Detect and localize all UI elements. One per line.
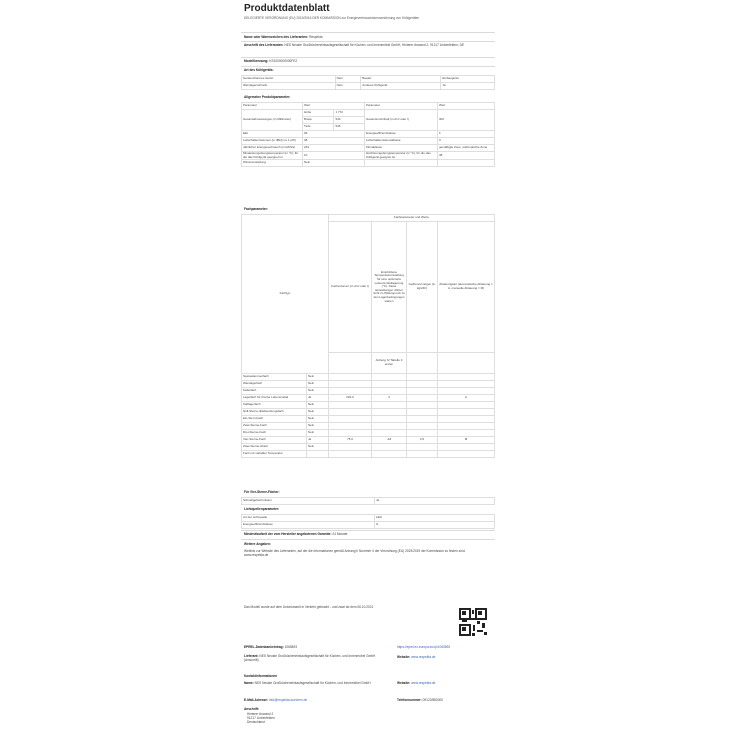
guarantee-row: Mindestlaufzeit der vom Hersteller angebotenen Garantie: 24 Monate [244,532,348,536]
table-row: Speisekammerfach Nein [242,374,495,381]
table-row: Zwei-Sterne-Fach Nein [242,423,495,430]
intro-text: DELEGIERTE VERORDNUNG (EU) 2019/2016 DER KOMMISSION zur Energieverbrauchskennzeichnung von Kühlgeräten [244,16,420,20]
contact-name: Name: NES Neuste Großkücheneinkaufsgesellschaft für Küchen- und Innenmöbel GmbH [244,681,371,685]
params-header: Allgemeine Produktparameter: [244,95,291,99]
table-row: Kellerfach Nein [242,388,495,395]
vier-table: Schnellgefrierfunktion Ja [241,497,495,505]
eprel-link[interactable]: https://eprel.ec.europa.eu/qr/1065893 [397,645,451,649]
light-table: Art der Lichtquelle LED Energieeffizienzklasse G [241,514,495,529]
card-supplier: Lieferant: NES Neuste Großkücheneinkaufsgesellschaft für Küchen- und Innenmöbel GmbH (Anschrift) [244,654,376,662]
table-row: Zwei-Sterne-Abteil Nein [242,444,495,451]
table-row: Null-Sterne-/Eisbereitungsfach Nein [242,409,495,416]
address-line: Hinterer Anwand 2 [247,712,274,716]
eprel-entry: EPREL-Datenbankeintrag: 1065893 [244,645,297,649]
fach-header: Fachparameter: [244,207,268,211]
type-table: Geräuscharmes Gerät: Nein Bauart: Einbaugerät Weinlagerschrank: Nein Anderes Kühlgerät: Ja [241,75,495,90]
card-website: Website: www.respekta.de [397,655,436,659]
table-row: Weinlagerfach Nein [242,381,495,388]
table-row: Ein-Stern-Fach Nein [242,416,495,423]
params-table: Parameter Wert Parameter Wert Gesamtabmessungen (in Millimeter) Höhe 1 772 Gesamtnutzinhalt (in dm³ oder l) 302 Breite 540 Tiefe 545 EEI 99 Energieeffizienzklasse F Luftschallemissionen (in dB(A) re 1 pW) 38 Luftschallemissionsklasse C Jährlicher Energieverbrauch (in kWh/a) 243 Klimaklasse gemäßigte Zone; subtropische Zone Mindestumgebungstemperatur (in °C), für die das Kühlgerät geeignet ist 10 Höchstumgebungstemperatur (in °C), für die das Kühlgerät geeignet ist 38 Wintereinstellung Nein [241,102,495,167]
supplier-address-row: Anschrift des Lieferanten: NES Neuste Großkücheneinkaufsgesellschaft für Küchen- und Innenmöbel GmbH, Hinterer Anwand 2, 91217 Linkenfelden, DE [244,43,465,47]
extra-header: Weitere Angaben: [244,542,271,546]
type-header: Art des Kühlgeräts: [244,68,274,72]
eprel-card [241,601,495,736]
fach-table: Fachtyp Fachparameter und Werte Fachvolumen (in dm³ oder l) Empfohlene Temperatureinstellung für eine optimierte Lebensmittellagerung (°C). Diese Einstellungen dürfen nicht im Widerspruch zu den Lagerbedingungen stehen Gefriervermögen (in kg/24h) Abtauungsart (automatische Abtauung = A, manuelle Abtauung = M) Anhang IV Tabelle 3 ersten Speisekammerfach Nein Weinlagerfach Nein Kellerfach Nein Lagerfach für frische Lebensmittel Ja 202,0 4 A Kaltlagerfach Nein Null-Sterne-/Eisbereitungsfach Nein Ein-Stern-Fach Nein Zwei-Sterne-Fach Nein Drei-Sterne-Fach Nein Vier-Sterne-Fach Ja 75,0 -18 3,5 M Zwei-Sterne-Abteil Nein Fach mit variabler Temperatur [241,214,495,458]
table-row: Lagerfach für frische Lebensmittel Ja 202,0 4 A [242,395,495,402]
market-date: Das Modell wurde auf dem Unionsmarkt in Verkehr gebracht - und zwar ab dem 06.10.2021 [244,605,374,609]
contact-email: E-Mail-Adresse: info@respekta-kuechen.de [244,698,308,702]
contact-website: Website: www.respekta.de [397,681,436,685]
supplier-name-row: Name oder Warenzeichen des Lieferanten: Respekta [244,35,323,39]
table-row: Kaltlagerfach Nein [242,402,495,409]
vier-header: Für Vier-Sterne-Fächer: [244,490,280,494]
page-title: Produktdatenblatt [244,3,330,14]
light-header: Lichtquellenparameter: [244,507,280,511]
qr-code-icon[interactable] [459,608,487,636]
address-label: Anschrift: [244,707,260,711]
table-row: Vier-Sterne-Fach Ja 75,0 -18 3,5 M [242,437,495,444]
contact-phone: Telefonnummer: 09122/880000 [397,698,444,702]
contact-header: Kontaktinformationen [244,674,278,678]
table-row: Fach mit variabler Temperatur [242,451,495,458]
extra-text: Weblink zur Website des Lieferanten, auf der die Informationen gemäß Anhang II Nummer 4 der Verordnung (EU) 2019/2019 der Kommission zu finden sind: www.respekta.de [244,549,466,557]
address-line: 91217 Linkenfelden [247,716,275,720]
table-row: Drei-Sterne-Fach Nein [242,430,495,437]
address-line: Deutschland [247,720,265,724]
model-row: Modellkennung: KS1000000000FE2 [244,59,298,63]
product-data-sheet [241,0,495,568]
